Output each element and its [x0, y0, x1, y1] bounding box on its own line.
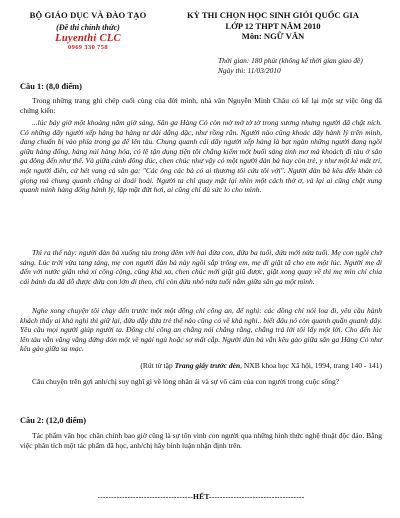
question-2-title: Câu 2: (12,0 điểm) — [20, 416, 87, 425]
source-book-title: Trang giấy trước đèn — [174, 361, 241, 370]
question-1-intro: Trong những trang ghi chép cuối cùng của đời mình, nhà văn Nguyễn Minh Châu có kể lại một sự việc ông đã chứng kiến: — [20, 96, 382, 115]
header-right — [160, 10, 386, 42]
quote-paragraph-1: ...lúc bảy giờ một khoảng năm giờ sáng, Sân ga Hàng Cỏ còn mờ mờ tờ tờ trong sương nhưng người đã chật ních. Có những dãy người xếp hàng ba hàng tư dài dằng dặc, như rồng rắn. Người nào cũng khoác dây hành lý trên mình, đang chuẩn bị vào phía trong ga để lên tàu. Chung quanh cái dãy người xếp hàng là bạt ngàn những người đang ngồi giữa hàng đống, hàng núi hàng hóa, có lẽ tận dụng tiện tôi chẳng kiếm một buổi sáng tinh mơ mà khoách đi tàu ở sân ga đông đến như thế. Và giữa cảnh đông đúc, chen chúc như vậy có một người đàn bà hay còn trẻ, y như một kẻ mất trí, một người điên, cứ hét vang cả sân ga: "Các ông các bà có ai thương tôi cứu tôi với". Người đàn bà kêu đến khản cả giọng mà chung quanh chẳng ai đoái hoài. Người ta chỉ quay mặt lại nhìn một cách thờ ơ, và lại ai cũng chặt xung quanh mình hàng đống hành lý, lặp mặt đứt hơi, ai cũng chỉ đủ sức lo cho mình. — [20, 118, 382, 195]
watermark-phone: 0969 330 758 — [68, 44, 108, 51]
header-left — [18, 10, 158, 51]
question-1-title: Câu 1: (8,0 điểm) — [20, 82, 82, 91]
watermark-brand: Luyenthi CLC — [55, 33, 121, 44]
official-exam-label: (Đề thi chính thức) — [56, 23, 120, 32]
quote-paragraph-3: Nghe xong chuyện tôi chạy đến trước một một đồng chí công an, để nghị: các đồng chí nói loa đi, yêu cầu hành khách thấy ai khả nghi thì giữ lại, đứa dẫy đứa trẻ thế nào cũng có về khả nghi.. biết đâu nó còn quanh quẩn quanh đây. Yêu cầu mọi người giúp người ta. Đồng chí công an chẳng nói chẳng rằng, chẳng trả lời tôi lấy một lời. Cho đến lúc lên tàu vẫn văng vẳng đứng đón một về ngài ngủ hoặc sợ mất cắp. Người đàn bà vẫn kêu gào giữa sân ga Hàng Cỏ như kêu gào giữa sa mạc. — [20, 306, 382, 354]
exam-date: Ngày thi: 11/03/2010 — [218, 65, 281, 75]
question-2-prompt: Tác phẩm văn học chân chính bao giờ cũng là sự tôn vinh con người qua những hình thức nghệ thuật độc đáo. Bằng việc phân tích một tác phẩm đã học, anh/chị hãy bình luận nhận định trên. — [20, 431, 382, 450]
end-marker: -----------------------------------HẾT----------------------------------- — [97, 492, 305, 501]
exam-title: KỲ THI CHỌN HỌC SINH GIỎI QUỐC GIA — [187, 10, 359, 20]
exam-subject: Môn: NGỮ VĂN — [241, 31, 305, 41]
exam-duration: Thời gian: 180 phút (không kể thời gian giao đề) — [218, 56, 363, 65]
quote-source: (Rút từ tập Trang giấy trước đèn, NXB khoa học Xã hội, 1994, trang 140 - 141) — [140, 361, 382, 370]
exam-time-info — [218, 56, 394, 75]
question-1-prompt: Câu chuyện trên gợi anh/chị suy nghĩ gì về lòng nhân ái và sự vô cảm của con người trong cuộc sống? — [32, 377, 340, 386]
quote-paragraph-2: Thì ra thế này: người đàn bà xuống tàu trong đêm với hai đứa con, đứa ba tuổi, đứa mới nửa tuổi. Mẹ con ngồi chờ sáng. Lúc trời vừa tang tảng, mẹ con người đàn bà này ngồi sắp trông em, mẹ đi giặt tã cho em một lúc. Người mẹ đi đến với nước giãn nhà xí công cộng, cũng khá xa, chen chúc mới giặt giũ được, giặt xong quay về thì mẹ mìn chỉ chia cái bánh đa đã dỗ được đứa con lớn đi theo, chỉ còn đứa nhỏ nửa tuổi nằm giữa sân ga một mình. — [20, 248, 382, 286]
ministry-name: BỘ GIÁO DỤC VÀ ĐÀO TẠO — [29, 10, 147, 20]
exam-grade-year: LỚP 12 THPT NĂM 2010 — [225, 20, 321, 31]
